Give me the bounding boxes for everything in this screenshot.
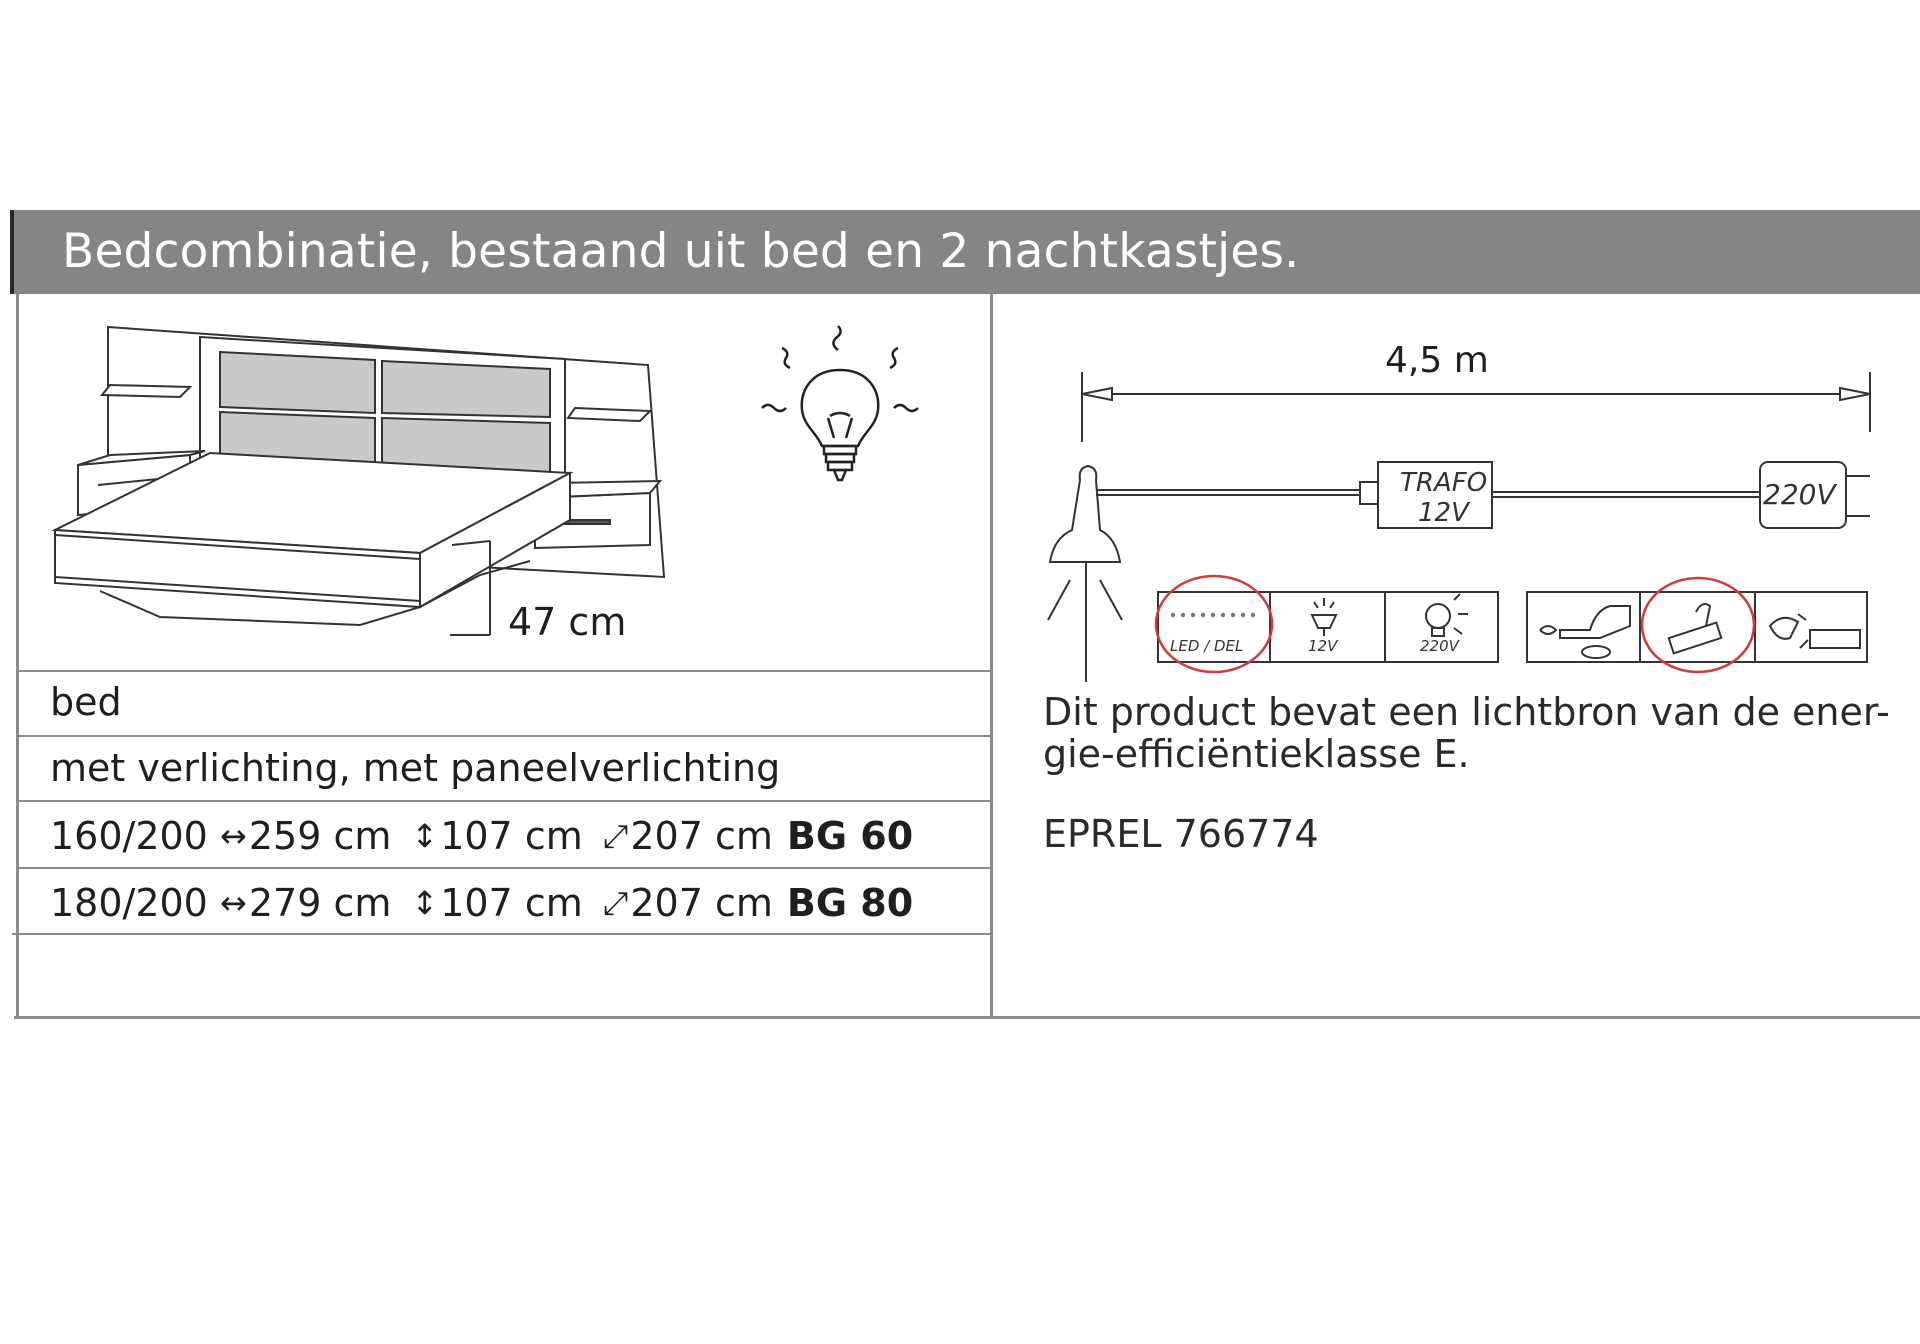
size-row-180: [50, 881, 913, 925]
table-bottom-border: [14, 1016, 1920, 1019]
bed-height-label: 47 cm: [508, 600, 627, 644]
row-line-4: [18, 867, 992, 869]
light-source-220v-label: 220V: [1420, 637, 1459, 655]
trafo-label-bottom: 12V: [1418, 498, 1469, 528]
height-arrow-icon: ↕: [411, 884, 439, 922]
energy-text-line-2: gie-efficiëntieklasse E.: [1043, 732, 1470, 776]
light-source-led-label: LED / DEL: [1170, 637, 1244, 655]
width-arrow-icon: ↔: [209, 817, 247, 855]
height-arrow-icon: ↕: [411, 817, 439, 855]
width-value: 279 cm: [248, 881, 392, 925]
cable-length-label: 4,5 m: [1385, 340, 1489, 381]
plug-voltage-label: 220V: [1763, 478, 1836, 511]
trafo-label-top: TRAFO: [1400, 468, 1488, 498]
bed-illustration: [40, 315, 780, 660]
light-source-12v-label: 12V: [1308, 637, 1338, 655]
depth-arrow-icon: ⤢: [602, 883, 629, 922]
page-title: Bedcombinatie, bestaand uit bed en 2 nachtkastjes.: [62, 224, 1300, 279]
bed-size: 160/200: [50, 814, 208, 858]
depth-value: 207 cm: [630, 814, 773, 858]
row-type: bed: [50, 680, 122, 724]
table-left-border: [16, 294, 19, 1018]
depth-value: 207 cm: [630, 881, 773, 925]
row-line-1: [18, 670, 992, 672]
product-code: BG 80: [786, 881, 914, 925]
bed-size: 180/200: [50, 881, 208, 925]
row-line-2: [18, 735, 992, 737]
energy-text-line-1: Dit product bevat een lichtbron van de ener-: [1043, 690, 1890, 734]
width-arrow-icon: ↔: [209, 884, 247, 922]
width-value: 259 cm: [248, 814, 392, 858]
size-row-160: [50, 814, 913, 858]
depth-arrow-icon: ⤢: [602, 816, 629, 855]
lightbulb-icon: [750, 318, 930, 498]
eprel-number: EPREL 766774: [1043, 812, 1319, 856]
row-line-5: [12, 933, 992, 935]
height-value: 107 cm: [440, 814, 583, 858]
height-value: 107 cm: [440, 881, 583, 925]
row-features: met verlichting, met paneelverlichting: [50, 746, 781, 790]
row-line-3: [18, 800, 992, 802]
product-code: BG 60: [786, 814, 914, 858]
table-divider-vertical: [990, 294, 993, 1018]
